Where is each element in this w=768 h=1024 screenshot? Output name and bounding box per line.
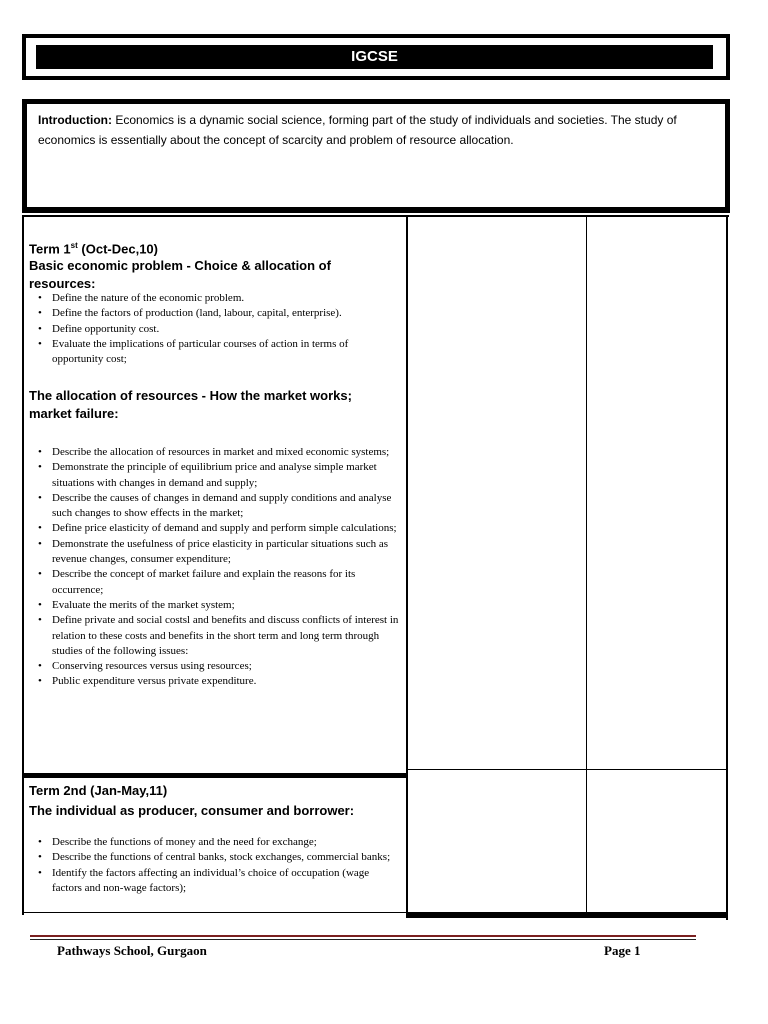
footer-school-name: Pathways School, Gurgaon — [57, 943, 207, 958]
list-item: • Describe the functions of money and the need for exchange; — [38, 835, 393, 850]
list-item: • Demonstrate the usefulness of price elasticity in particular situations such as revenue changes, consumer expenditure; — [38, 537, 400, 568]
list-item: • Define the nature of the economic problem. — [38, 291, 393, 306]
list-item: • Define price elasticity of demand and supply and perform simple calculations; — [38, 521, 400, 536]
footer-rule-top — [30, 935, 696, 937]
term1-topic1-list — [38, 291, 393, 367]
row-divider-right — [408, 769, 728, 770]
term1-topic2-heading: The allocation of resources - How the market works; market failure: — [29, 388, 352, 421]
table-right-border — [726, 215, 728, 920]
document-title: IGCSE — [36, 45, 713, 69]
list-item: • Public expenditure versus private expenditure. — [38, 674, 400, 689]
introduction-body: Economics is a dynamic social science, forming part of the study of individuals and societies. The study of economics is essentially about the concept of scarcity and problem of resource allocation. — [38, 113, 677, 147]
list-item: • Identify the factors affecting an individual’s choice of occupation (wage factors and non-wage factors); — [38, 866, 393, 897]
table-bottom-left — [22, 912, 406, 913]
table-left-border — [22, 215, 24, 915]
list-item: • Demonstrate the principle of equilibrium price and analyse simple market situations with changes in demand and supply; — [38, 460, 400, 491]
table-col-divider-1 — [406, 215, 408, 915]
table-bottom-border — [406, 912, 728, 918]
list-item: • Describe the concept of market failure and explain the reasons for its occurrence; — [38, 567, 400, 598]
term2-heading: Term 2nd (Jan-May,11) — [29, 783, 168, 798]
list-item: • Describe the functions of central banks, stock exchanges, commercial banks; — [38, 850, 393, 865]
term1-heading — [29, 237, 158, 258]
list-item: • Describe the causes of changes in demand and supply conditions and analyse such changes to show effects in the market; — [38, 491, 400, 522]
term1-period: (Oct-Dec,10) — [77, 241, 158, 257]
list-item: • Evaluate the merits of the market system; — [38, 598, 400, 613]
table-top-border — [22, 215, 729, 217]
term1-superscript: st — [70, 241, 78, 250]
term1-topic1-heading: Basic economic problem - Choice & allocation of resources: — [29, 258, 331, 291]
table-col-divider-2 — [586, 215, 587, 915]
row-divider-left — [22, 773, 406, 778]
introduction-text — [38, 110, 710, 150]
term1-topic2-list — [38, 445, 400, 690]
list-item: • Evaluate the implications of particular courses of action in terms of opportunity cost; — [38, 337, 393, 368]
footer-page-number: Page 1 — [604, 943, 641, 958]
term2-topic1-heading: The individual as producer, consumer and borrower: — [29, 803, 355, 818]
term2-topic1-list — [38, 835, 393, 896]
list-item: • Conserving resources versus using resources; — [38, 659, 400, 674]
introduction-label: Introduction: — [38, 113, 112, 127]
list-item: • Define the factors of production (land, labour, capital, enterprise). — [38, 306, 393, 321]
list-item: • Define private and social costsl and benefits and discuss conflicts of interest in relation to these costs and benefits in the short term and long term through studies of the following issues: — [38, 613, 400, 659]
list-item: • Define opportunity cost. — [38, 322, 393, 337]
footer-rule-bottom — [30, 939, 696, 940]
list-item: • Describe the allocation of resources in market and mixed economic systems; — [38, 445, 400, 460]
term1-label: Term 1 — [29, 241, 71, 257]
